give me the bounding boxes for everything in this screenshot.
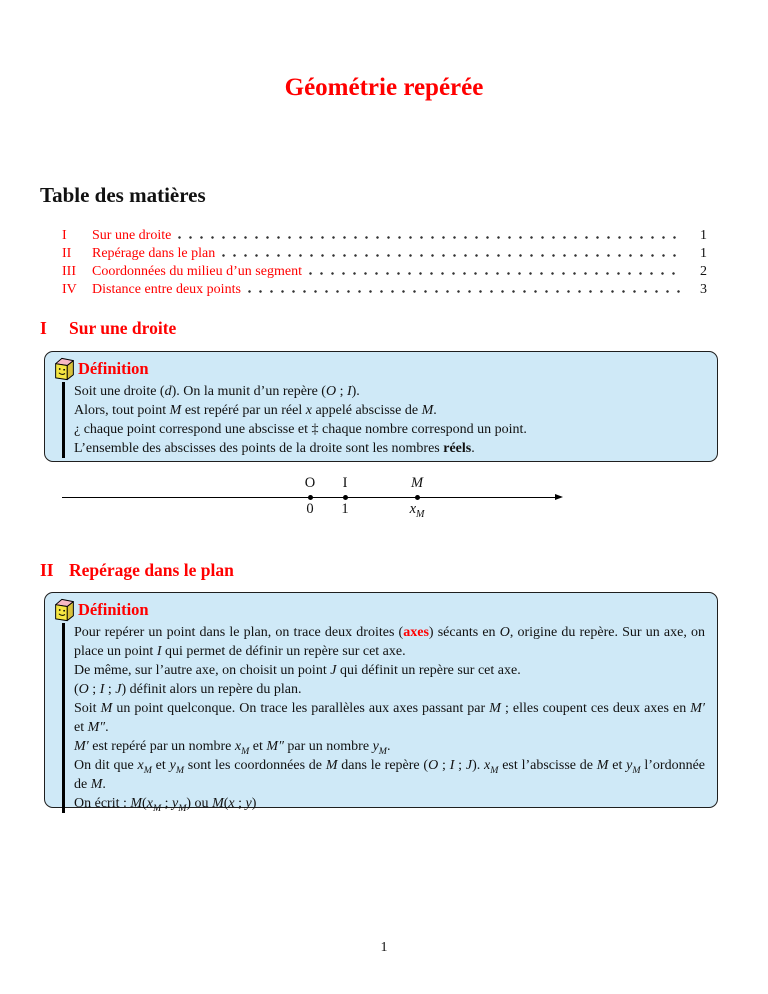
definition-paragraph: (O ; I ; J) définit alors un repère du plan. xyxy=(74,682,302,697)
table-of-contents xyxy=(62,228,707,300)
page-number: 1 xyxy=(380,940,388,955)
definition-box-header xyxy=(53,355,705,382)
section-heading-2 xyxy=(40,560,234,581)
definition-box-title: Définition xyxy=(78,599,149,619)
toc-entry-3[interactable] xyxy=(62,264,707,282)
definition-box-body xyxy=(62,623,705,813)
toc-entry-page: 1 xyxy=(700,246,707,261)
toc-entry-label[interactable]: Distance entre deux points xyxy=(92,282,241,297)
point-dot xyxy=(308,495,313,500)
definition-paragraph: L’ensemble des abscisses des points de la droite sont les nombres réels. xyxy=(74,441,475,456)
toc-entry-page: 1 xyxy=(700,228,707,243)
definition-box-2 xyxy=(44,592,718,814)
definition-paragraph: M′ est repéré par un nombre $x_M$ et M″ par un nombre $y_M$. xyxy=(74,739,391,757)
toc-entry-page: 2 xyxy=(700,264,707,279)
toc-entry-label[interactable]: Sur une droite xyxy=(92,228,172,243)
point-label-above: I xyxy=(342,475,348,491)
number-line-diagram xyxy=(62,474,562,524)
definition-paragraph: Alors, tout point M est repéré par un réel x appelé abscisse de M. xyxy=(74,403,437,418)
toc-entry-label[interactable]: Repérage dans le plan xyxy=(92,246,216,261)
toc-entry-4[interactable] xyxy=(62,282,707,300)
toc-entry-number: II xyxy=(62,246,72,261)
definition-box-header xyxy=(53,596,705,623)
arrow-right-icon xyxy=(555,494,563,500)
definition-box-title: Définition xyxy=(78,358,149,378)
point-label-below: $x_M$ xyxy=(409,501,425,520)
toc-entry-number: III xyxy=(62,264,76,279)
section-number: II xyxy=(40,560,54,580)
definition-paragraph: On écrit : $M(x_M$ ; $y_M$) ou M(x ; y) xyxy=(74,796,257,814)
section-title: Repérage dans le plan xyxy=(69,560,234,580)
section-number: I xyxy=(40,318,47,338)
toc-heading: Table des matières xyxy=(40,183,206,207)
toc-leader-dots xyxy=(178,236,682,239)
definition-paragraph: Pour repérer un point dans le plan, on trace deux droites (axes) sécants en O, origine du repère. Sur un axe, on place un point I qui permet de définir un repère sur cet axe. xyxy=(74,625,706,659)
smiling-book-icon xyxy=(53,597,76,623)
section-title: Sur une droite xyxy=(69,318,177,338)
toc-entry-1[interactable] xyxy=(62,228,707,246)
toc-entry-page: 3 xyxy=(700,282,707,297)
smiling-book-icon xyxy=(53,356,76,382)
definition-paragraph: ¿ chaque point correspond une abscisse et ‡ chaque nombre correspond un point. xyxy=(74,422,527,437)
point-label-below: 0 xyxy=(306,501,314,517)
definition-paragraph: De même, sur l’autre axe, on choisit un point J qui définit un repère sur cet axe. xyxy=(74,663,521,678)
toc-leader-dots xyxy=(222,254,682,257)
definition-paragraph: Soit une droite (d). On la munit d’un repère (O ; I). xyxy=(74,384,360,399)
definition-box-body xyxy=(62,382,705,458)
point-label-above: M xyxy=(410,475,424,491)
point-dot xyxy=(415,495,420,500)
definition-paragraph: Soit M un point quelconque. On trace les parallèles aux axes passant par M ; elles coupent ces deux axes en M′ et M″. xyxy=(74,701,705,735)
toc-entry-2[interactable] xyxy=(62,246,707,264)
point-label-below: 1 xyxy=(341,501,349,517)
toc-leader-dots xyxy=(309,272,682,275)
point-label-above: O xyxy=(304,475,316,491)
section-heading-1 xyxy=(40,318,176,339)
definition-box-1 xyxy=(44,351,718,462)
point-dot xyxy=(343,495,348,500)
toc-entry-label[interactable]: Coordonnées du milieu d’un segment xyxy=(92,264,302,279)
toc-leader-dots xyxy=(248,290,682,293)
definition-paragraph: On dit que $x_M$ et $y_M$ sont les coordonnées de M dans le repère (O ; I ; J). $x_M$ est l’abscisse de M et $y_M$ l’ordonnée de M. xyxy=(74,758,705,792)
toc-entry-number: IV xyxy=(62,282,77,297)
document-title: Géométrie repérée xyxy=(284,74,484,101)
toc-entry-number: I xyxy=(62,228,67,243)
